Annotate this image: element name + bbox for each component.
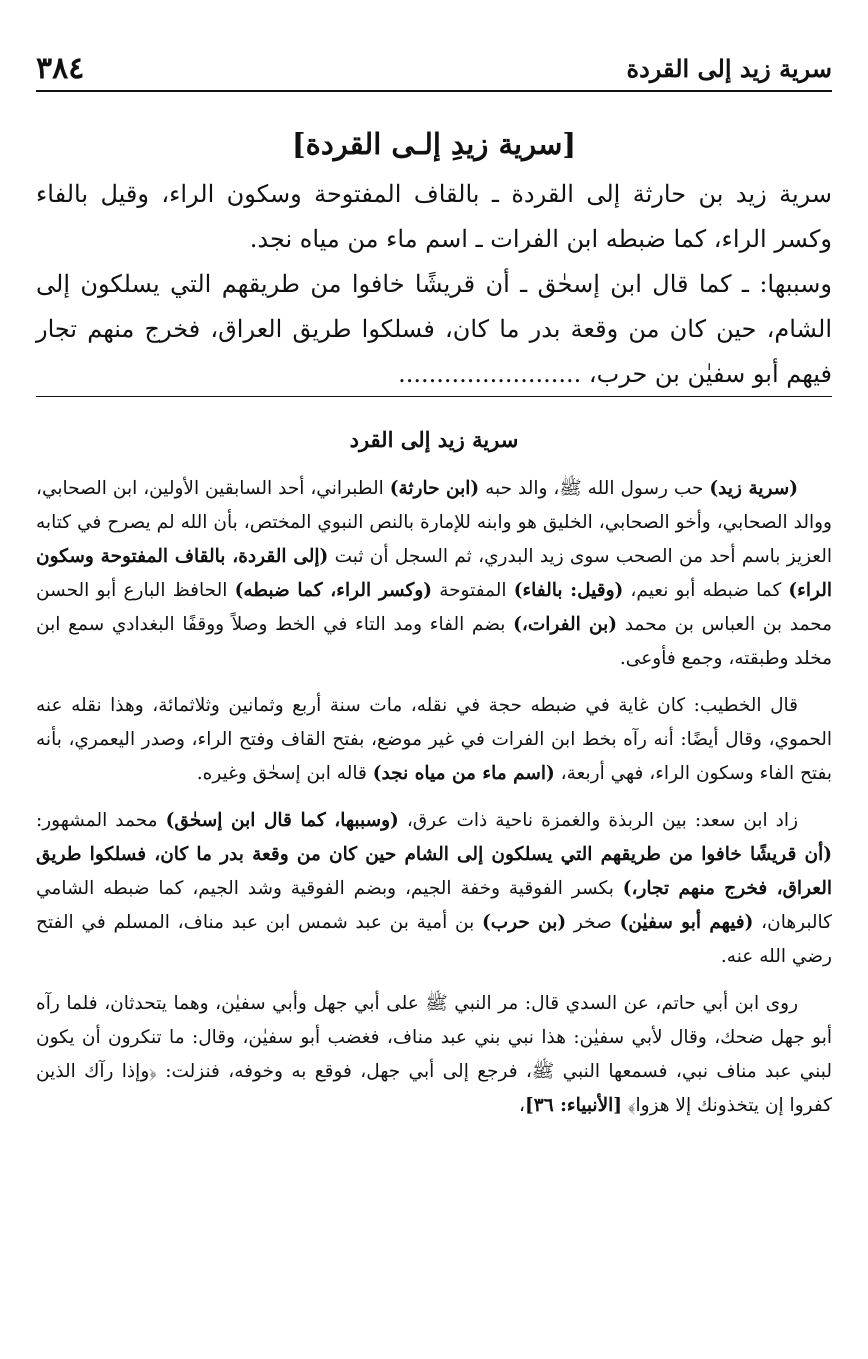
quoted-text: (وكسر الراء، كما ضبطه) bbox=[234, 580, 433, 601]
text-span: بكسر الفوقية وخفة الجيم، وبضم الفوقية وشد الجيم، كما ضبطه الشامي كالبرهان، bbox=[36, 878, 832, 933]
quoted-text: (فيهم أبو سفيٰن) bbox=[619, 912, 754, 933]
text-span: قال الخطيب: كان غاية في ضبطه حجة في نقله، مات سنة أربع وثمانين وثلاثمائة، وهذا نقله عنه الحموي، وقال أيضًا: أنه رآه بخط ابن الفرات في غير موضع، بفتح القاف وفتح الراء، وصدر اليعمري، بأنه بفتح الفاء وسكون الراء، فهي أربعة، bbox=[36, 695, 832, 784]
text-span: محمد المشهور: bbox=[36, 810, 166, 831]
text-span: روى ابن أبي حاتم، عن السدي قال: مر النبي ﷺ على أبي جهل وأبي سفيٰن، وهما يتحدثان، فلما رآه أبو جهل ضحك، وقال لأبي سفيٰن: هذا نبي بني عبد مناف، فغضب أبو سفيٰن، وقال: ما تنكرون أن يكون لبني عبد مناف نبي، فسمعها النبي ﷺ، فرجع إلى أبي جهل، فوقع به وخوفه، فنزلت: ﴿وإذا رآك الذين كفروا إن يتخذونك إلا هزوا﴾ bbox=[36, 993, 832, 1116]
footnote-divider bbox=[36, 396, 832, 397]
commentary-paragraph bbox=[36, 689, 832, 791]
quoted-text: (سرية زيد) bbox=[709, 478, 798, 499]
commentary-title: سرية زيد إلى القرد bbox=[349, 427, 519, 452]
text-span: حب رسول الله ﷺ، والد حبه bbox=[479, 478, 710, 499]
page-number: ٣٨٤ bbox=[36, 50, 85, 86]
quoted-text: (ابن حارثة) bbox=[389, 478, 480, 499]
text-span: المفتوحة bbox=[432, 580, 514, 601]
commentary-paragraph bbox=[36, 987, 832, 1123]
quoted-text: (وسببها، كما قال ابن إسحٰق) bbox=[165, 810, 399, 831]
text-span: صخر bbox=[566, 912, 620, 933]
quoted-text: (بن الفرات،) bbox=[513, 614, 618, 635]
commentary bbox=[36, 420, 832, 1136]
text-span: ، bbox=[519, 1095, 526, 1116]
page-header bbox=[36, 46, 832, 92]
quoted-text: (أن قريشًا خافوا من طريقهم التي يسلكون إلى الشام حين كان من وقعة بدر ما كان، فسلكوا طريق العراق، فخرج منهم تجار،) bbox=[36, 844, 832, 899]
text-span: الطبراني، أحد السابقين الأولين، ابن الصحابي، ووالد الصحابي، وأخو الصحابي، الخليق هو وابنه للإمارة بالنص النبوي المختص، بأن الله لم يصرح في كتابه العزيز باسم أحد من الصحب سوى زيد البدري، ثم السجل أن ثبت bbox=[36, 478, 833, 567]
main-paragraph bbox=[36, 262, 832, 397]
text-span: بن أمية بن عبد شمس ابن عبد مناف، المسلم في الفتح رضي الله عنه. bbox=[36, 912, 832, 967]
main-text bbox=[36, 122, 832, 397]
quran-reference: [الأنبياء: ٣٦] bbox=[525, 1095, 623, 1116]
running-title: سرية زيد إلى القردة bbox=[626, 53, 832, 83]
text-span: زاد ابن سعد: بين الربذة والغمزة ناحية ذات عرق، bbox=[398, 810, 798, 831]
quoted-text: (إلى القردة، بالقاف المفتوحة وسكون الراء) bbox=[36, 546, 832, 601]
text-span: كما ضبطه أبو نعيم، bbox=[623, 580, 789, 601]
main-paragraph: سرية زيد بن حارثة إلى القردة ـ بالقاف المفتوحة وسكون الراء، وقيل بالفاء وكسر الراء، كما ضبطه ابن الفرات ـ اسم ماء من مياه نجد. bbox=[36, 180, 832, 253]
text-span: بضم الفاء ومد التاء في الخط وصلاً ووقفًا البغدادي سمع ابن مخلد وطبقته، وجمع فأوعى. bbox=[36, 614, 832, 669]
text-span: قاله ابن إسحٰق وغيره. bbox=[196, 763, 373, 784]
section-title: [سرية زيدِ إلـى القردة] bbox=[291, 127, 577, 161]
main-text-span: وسببها: ـ كما قال ابن إسحٰق ـ أن قريشًا خافوا من طريقهم التي يسلكون إلى الشام، حين كان من وقعة بدر ما كان، فسلكوا طريق العراق، فخرج منهم تجار فيهم أبو سفيٰن بن حرب، bbox=[36, 270, 832, 388]
commentary-paragraph bbox=[36, 472, 832, 676]
quoted-text: (وقيل: بالفاء) bbox=[513, 580, 624, 601]
quoted-text: (اسم ماء من مياه نجد) bbox=[372, 763, 555, 784]
text-span: الحافظ البارع أبو الحسن محمد بن العباس بن محمد bbox=[36, 580, 832, 635]
quoted-text: (بن حرب) bbox=[482, 912, 567, 933]
ellipsis-dots: ........................ bbox=[398, 360, 582, 388]
commentary-paragraph bbox=[36, 804, 832, 974]
